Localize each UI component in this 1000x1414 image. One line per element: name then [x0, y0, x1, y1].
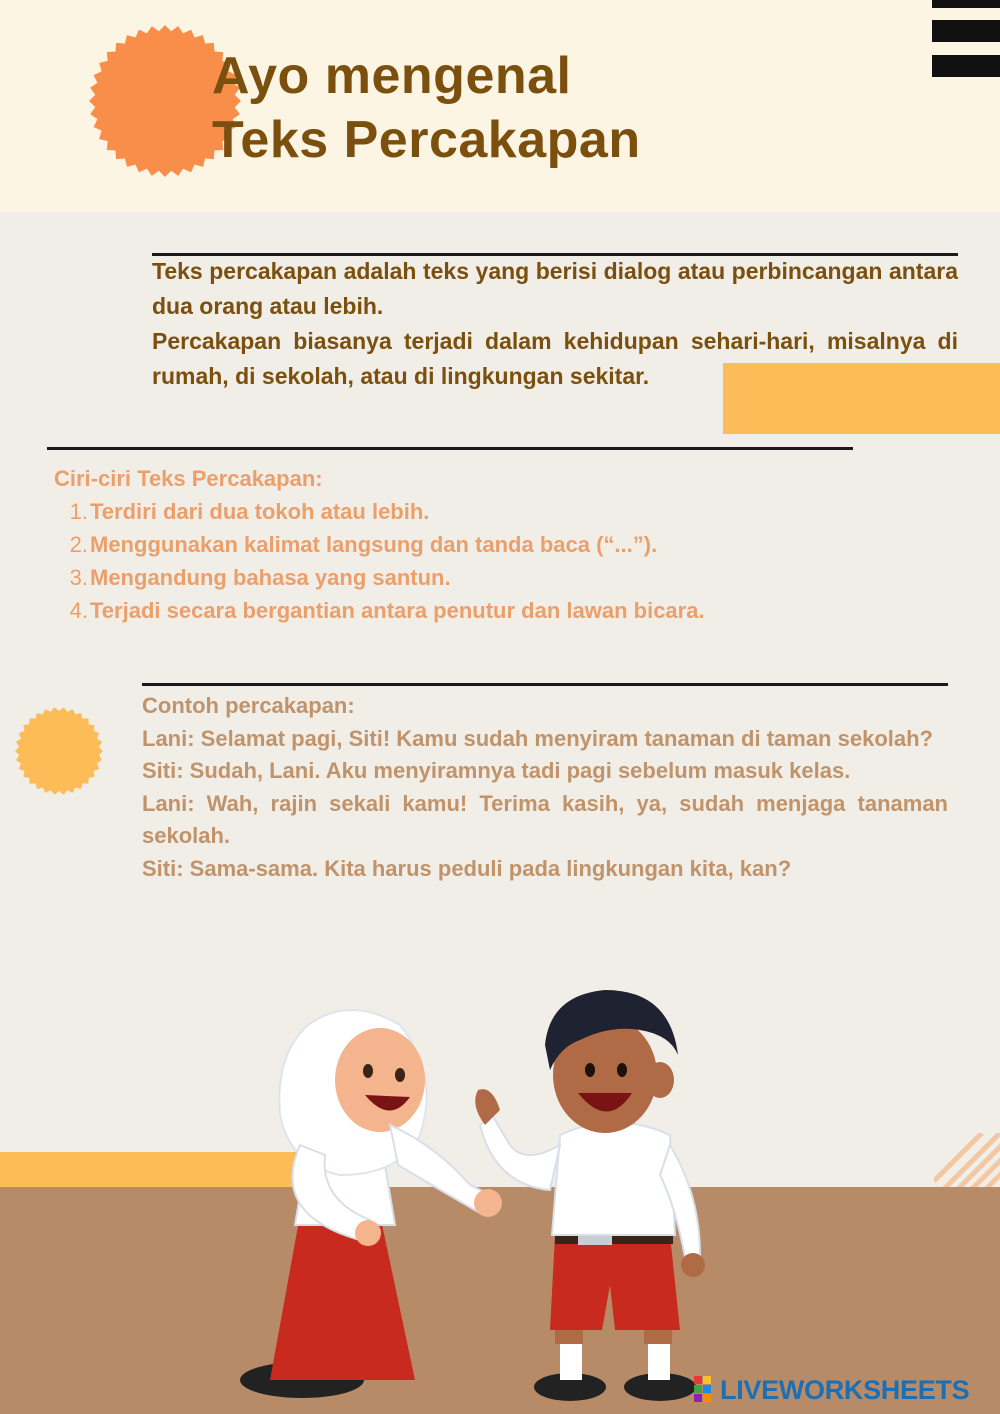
divider-line — [142, 683, 948, 686]
definition-paragraph: Percakapan biasanya terjadi dalam kehidupan sehari-hari, misalnya di rumah, di sekolah, atau di lingkungan sekitar. — [152, 328, 958, 389]
dialog-line: Lani: Wah, rajin sekali kamu! Terima kasih, ya, sudah menjaga tanaman sekolah. — [142, 790, 948, 848]
list-item-text: Terjadi secara bergantian antara penutur dan lawan bicara. — [90, 598, 705, 623]
list-item — [54, 528, 934, 561]
list-item — [54, 561, 934, 594]
divider-line — [47, 447, 853, 450]
dialog-heading: Contoh percakapan: — [142, 693, 355, 718]
dialog-line: Lani: Selamat pagi, Siti! Kamu sudah menyiram tanaman di taman sekolah? — [142, 725, 933, 751]
list-item — [54, 495, 934, 528]
menu-bar — [932, 55, 1000, 77]
list-item-text: Menggunakan kalimat langsung dan tanda baca (“...”). — [90, 532, 658, 557]
definition-text — [152, 254, 958, 394]
list-number: 1. — [69, 499, 88, 524]
list-item-text: Mengandung bahasa yang santun. — [90, 565, 451, 590]
dialog-line: Siti: Sudah, Lani. Aku menyiramnya tadi pagi sebelum masuk kelas. — [142, 758, 851, 783]
title-line-2: Teks Percakapan — [212, 111, 641, 169]
list-number: 4. — [69, 598, 88, 623]
list-number: 3. — [69, 565, 88, 590]
menu-bar — [932, 0, 1000, 8]
title-line-1: Ayo mengenal — [212, 47, 572, 105]
list-number: 2. — [69, 532, 88, 557]
stripes-pattern — [934, 1133, 1000, 1187]
students-illustration — [230, 985, 730, 1414]
definition-paragraph: Teks percakapan adalah teks yang berisi dialog atau perbincangan antara dua orang atau lebih. — [152, 258, 958, 319]
boy-figure — [475, 990, 705, 1401]
girl-figure — [240, 1010, 502, 1398]
liveworksheets-logo-icon — [694, 1376, 720, 1404]
menu-bar — [932, 20, 1000, 42]
sunburst-icon — [14, 706, 104, 796]
list-item — [54, 594, 934, 627]
characteristics-items — [54, 495, 934, 627]
watermark-text: LIVEWORKSHEETS — [720, 1374, 970, 1405]
characteristics-heading: Ciri-ciri Teks Percakapan: — [54, 466, 323, 491]
page-title — [212, 44, 641, 172]
dialog-example — [142, 690, 948, 885]
list-item-text: Terdiri dari dua tokoh atau lebih. — [90, 499, 430, 524]
watermark — [694, 1374, 969, 1406]
characteristics-list — [54, 462, 934, 627]
dialog-line: Siti: Sama-sama. Kita harus peduli pada lingkungan kita, kan? — [142, 855, 792, 881]
